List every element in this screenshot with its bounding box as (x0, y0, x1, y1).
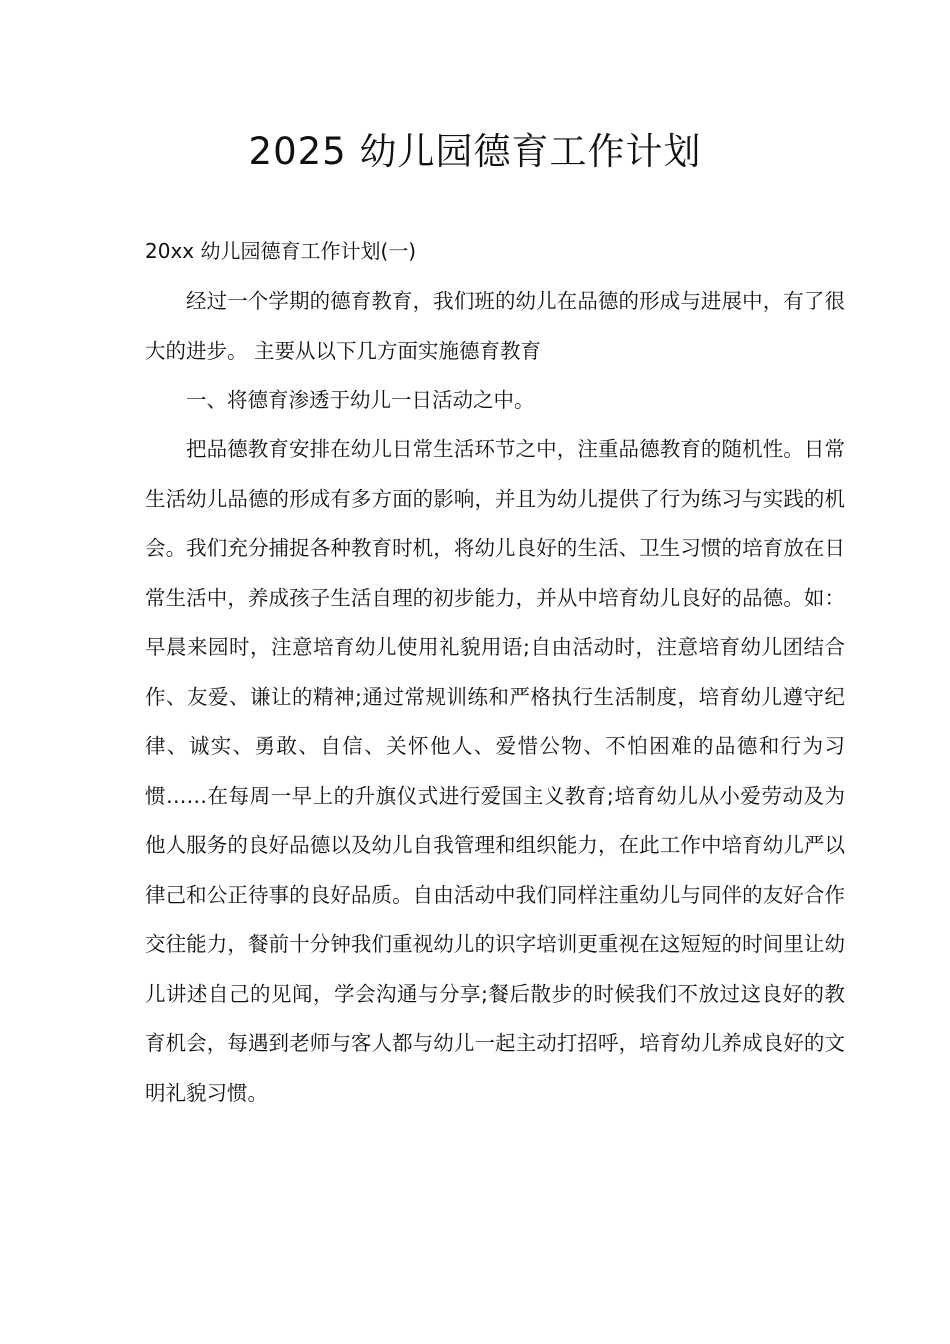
section-subtitle: 20xx 幼儿园德育工作计划(一) (145, 239, 417, 263)
paragraph-heading-one: 一、将德育渗透于幼儿一日活动之中。 (186, 388, 535, 412)
paragraph-intro: 经过一个学期的德育教育，我们班的幼儿在品德的形成与进展中，有了很大的进步。 主要从以下几方面实施德育教育 (145, 289, 845, 363)
paragraph-daily-activities: 把品德教育安排在幼儿日常生活环节之中，注重品德教育的随机性。日常生活幼儿品德的形成有多方面的影响，并且为幼儿提供了行为练习与实践的机会。我们充分捕捉各种教育时机，将幼儿良好的生活、卫生习惯的培育放在日常生活中，养成孩子生活自理的初步能力，并从中培育幼儿良好的品德。如：早晨来园时，注意培育幼儿使用礼貌用语;自由活动时，注意培育幼儿团结合作、友爱、谦让的精神;通过常规训练和严格执行生活制度，培育幼儿遵守纪律、诚实、勇敢、自信、关怀他人、爱惜公物、不怕困难的品德和行为习惯……在每周一早上的升旗仪式进行爱国主义教育;培育幼儿从小爱劳动及为他人服务的良好品德以及幼儿自我管理和组织能力，在此工作中培育幼儿严以律己和公正待事的良好品质。自由活动中我们同样注重幼儿与同伴的友好合作交往能力，餐前十分钟我们重视幼儿的识字培训更重视在这短短的时间里让幼儿讲述自己的见闻，学会沟通与分享;餐后散步的时候我们不放过这良好的教育机会，每遇到老师与客人都与幼儿一起主动打招呼，培育幼儿养成良好的文明礼貌习惯。 (145, 437, 845, 1105)
document-title: 2025 幼儿园德育工作计划 (248, 130, 702, 173)
